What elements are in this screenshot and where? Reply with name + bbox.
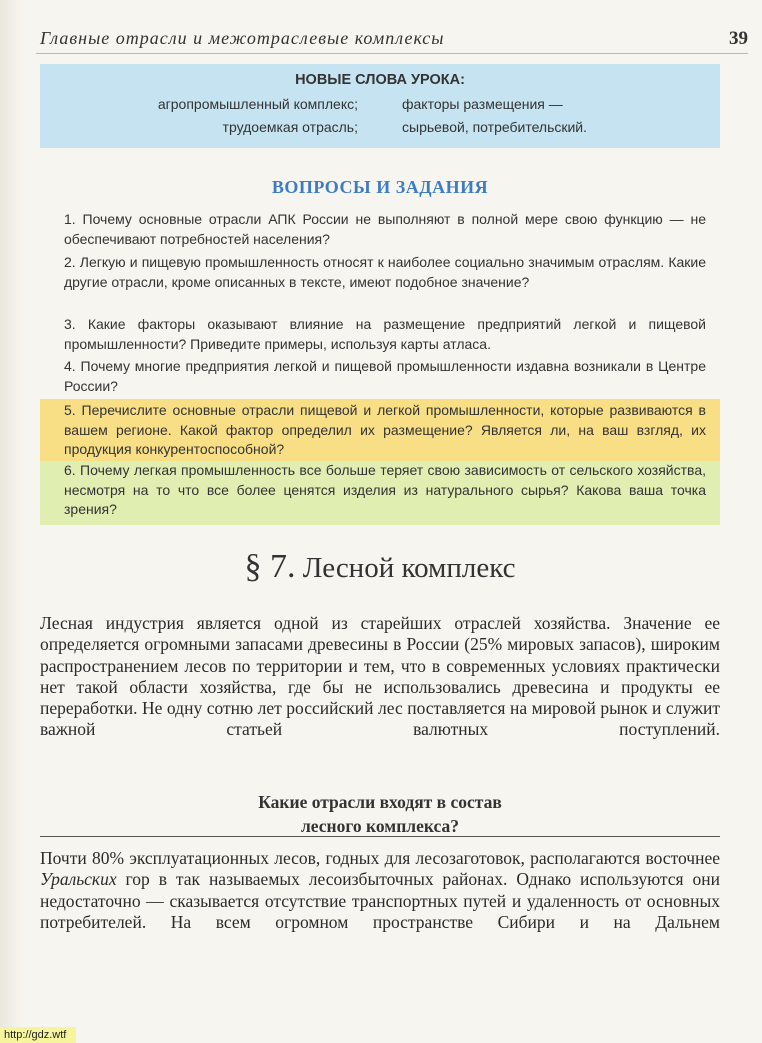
question-item: 3. Какие факторы оказывают влияние на размещение предприятий легкой и пищевой промышленности? Приведите примеры, используя карты атласа. (64, 316, 706, 352)
new-words-title: НОВЫЕ СЛОВА УРОКА: (295, 72, 465, 88)
paragraph-text: Лесная индустрия является одной из старейших отраслей хозяйства. Значение ее определяется огромными запасами древесины в России (25% мировых запасов), широким распространением лесов по территории и тем, что в современных условиях практически нет такой области хозяйства, где бы не использовались древесина и продукты ее переработки. Не одну сотню лет российский лес поставляется на мировой рынок и служит важной статьей валютных поступлений. (40, 613, 720, 740)
new-words-box (40, 64, 720, 148)
question-item: 4. Почему многие предприятия легкой и пищевой промышленности издавна возникали в Центре России? (64, 358, 706, 394)
questions-title: ВОПРОСЫ И ЗАДАНИЯ (271, 177, 489, 197)
paragraph-text: гор в так называемых лесоизбыточных районах. Однако используются они недостаточно — сказывается отсутствие транспортных путей и удаленность от основных потребителей. На всем огромном пространстве Сибири и на Дальнем (40, 869, 720, 932)
subsection-heading (40, 790, 720, 838)
new-word-term: сырьевой, потребительский. (402, 119, 588, 135)
running-title: Главные отрасли и межотраслевые комплексы (40, 28, 445, 48)
section-name: Лесной комплекс (302, 552, 516, 584)
new-word-term: факторы размещения — (402, 96, 563, 112)
question-item: 2. Легкую и пищевую промышленность относят к наиболее социально значимым отраслям. Какие другие отрасли, кроме описанных в тексте, имеют подобное значение? (64, 254, 706, 290)
question-item: 1. Почему основные отрасли АПК России не выполняют в полной мере свою функцию — не обеспечивают потребностей населения? (64, 211, 706, 247)
watermark-link[interactable]: http://gdz.wtf (0, 1027, 76, 1043)
subsection-divider (40, 836, 720, 837)
section-title (40, 548, 720, 586)
question-item-highlighted: 5. Перечислите основные отрасли пищевой и легкой промышленности, которые развиваются в вашем регионе. Какой фактор определил их размещение? Является ли, на ваш взгляд, их продукция конкурентоспособной? (40, 399, 720, 463)
section-paragraph (40, 613, 720, 741)
paragraph-text: Почти 80% эксплуатационных лесов, годных для лесозаготовок, располагаются восточнее (40, 848, 720, 868)
header-divider (36, 53, 748, 54)
subsection-heading-line: лесного комплекса? (300, 816, 460, 836)
page-header (36, 28, 748, 50)
new-word-term: трудоемкая отрасль; (222, 119, 358, 135)
emphasized-term: Уральских (40, 869, 117, 890)
new-word-term: агропромышленный комплекс; (157, 96, 358, 112)
section-number: § 7. (244, 548, 296, 585)
question-item-highlighted: 6. Почему легкая промышленность все больше теряет свою зависимость от сельского хозяйства, несмотря на то что все более ценятся изделия из натурального сырья? Какова ваша точка зрения? (40, 461, 720, 525)
page-number: 39 (729, 28, 748, 49)
subsection-heading-line: Какие отрасли входят в состав (258, 792, 502, 812)
book-spine-shadow (0, 0, 26, 1043)
section-paragraph (40, 848, 720, 933)
